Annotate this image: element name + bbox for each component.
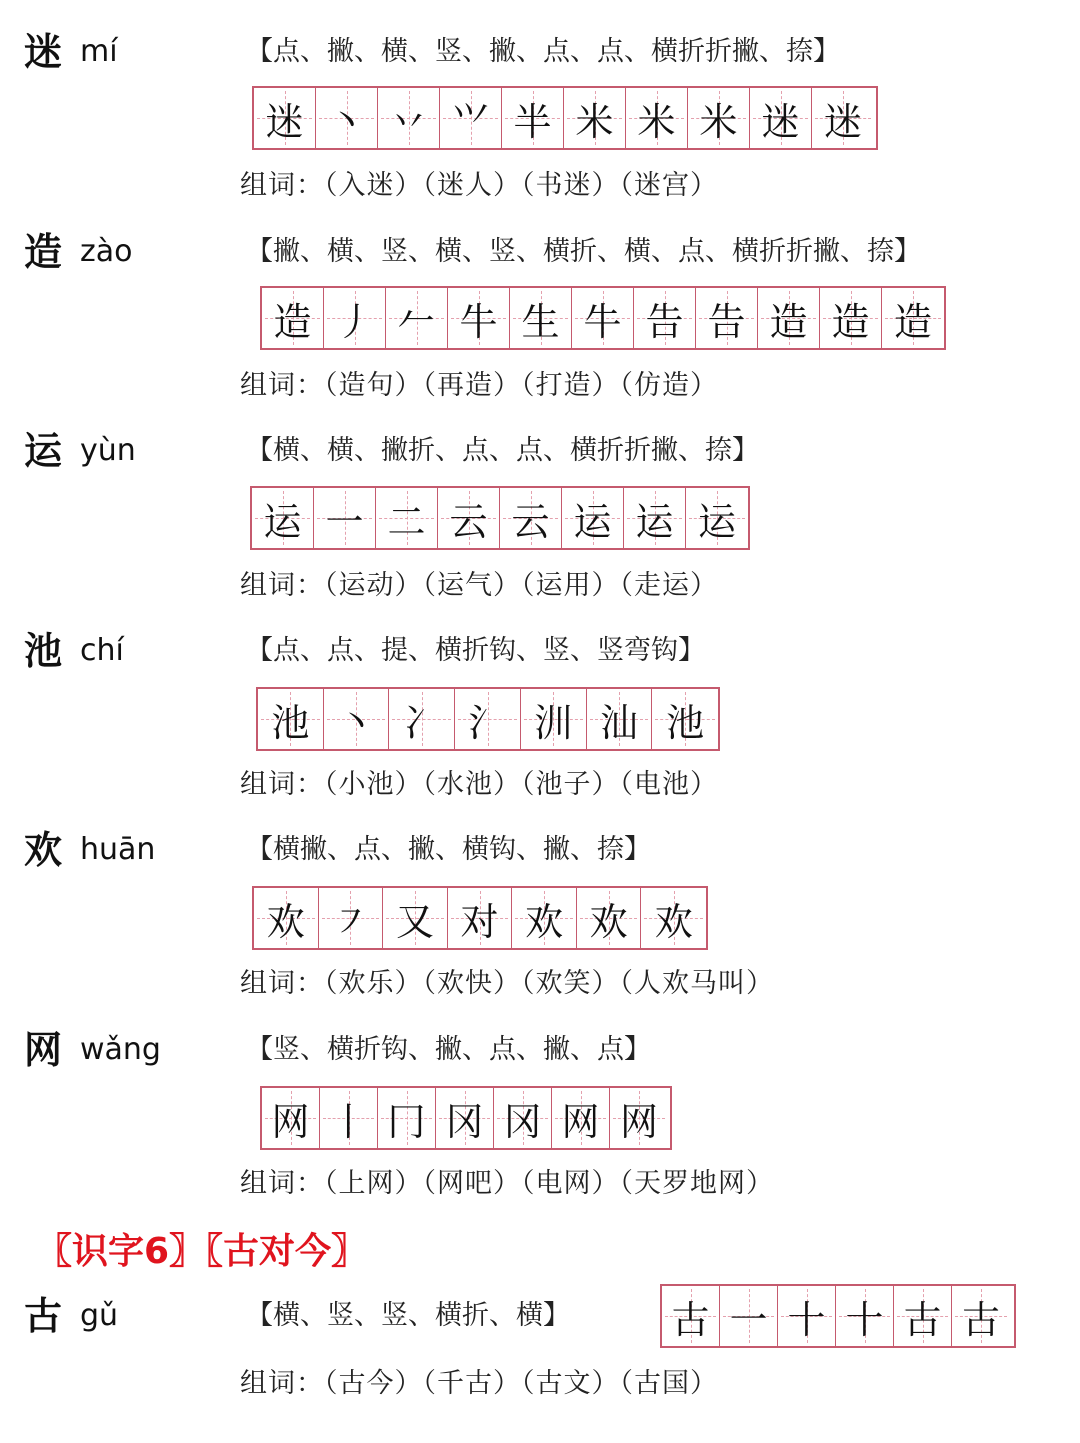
head-character: 网 xyxy=(24,1028,63,1072)
stroke-cell: 半 xyxy=(502,88,564,148)
word-examples: 组词：（小池）（水池）（池子）（电池） xyxy=(240,769,718,800)
stroke-cell: 网 xyxy=(610,1088,668,1148)
stroke-cell: 丶 xyxy=(316,88,378,148)
stroke-cell: 运 xyxy=(562,488,624,548)
stroke-cell: 告 xyxy=(696,288,758,348)
stroke-cell: 迷 xyxy=(750,88,812,148)
stroke-cell: 冫 xyxy=(389,689,455,749)
pinyin: mí xyxy=(80,34,118,69)
stroke-grid xyxy=(256,687,720,751)
stroke-cell: 池 xyxy=(258,689,324,749)
stroke-cell: 冂 xyxy=(378,1088,436,1148)
stroke-cell: 二 xyxy=(376,488,438,548)
word-examples: 组词：（上网）（网吧）（电网）（天罗地网） xyxy=(240,1168,774,1199)
pinyin: gǔ xyxy=(80,1298,119,1333)
stroke-cell: 生 xyxy=(510,288,572,348)
stroke-cell: 造 xyxy=(262,288,324,348)
stroke-cell: 网 xyxy=(552,1088,610,1148)
stroke-cell: 氵 xyxy=(455,689,521,749)
stroke-cell: 丨 xyxy=(320,1088,378,1148)
stroke-cell: 古 xyxy=(894,1286,952,1346)
stroke-grid xyxy=(260,1086,672,1150)
stroke-grid xyxy=(260,286,946,350)
stroke-cell: 池 xyxy=(652,689,718,749)
pinyin: yùn xyxy=(80,433,136,468)
word-examples: 组词：（造句）（再造）（打造）（仿造） xyxy=(240,370,718,401)
stroke-cell: 造 xyxy=(758,288,820,348)
stroke-cell: 云 xyxy=(438,488,500,548)
stroke-cell: 告 xyxy=(634,288,696,348)
head-character: 池 xyxy=(24,629,63,673)
stroke-cell: 云 xyxy=(500,488,562,548)
stroke-cell: 运 xyxy=(686,488,748,548)
stroke-cell: 古 xyxy=(952,1286,1010,1346)
stroke-cell: 丷 xyxy=(378,88,440,148)
pinyin: wǎng xyxy=(80,1032,161,1067)
stroke-cell: 米 xyxy=(688,88,750,148)
stroke-grid xyxy=(252,86,878,150)
stroke-cell: 牛 xyxy=(448,288,510,348)
pinyin: chí xyxy=(80,633,124,668)
stroke-cell: 运 xyxy=(252,488,314,548)
stroke-order-text: 【撇、横、竖、横、竖、横折、横、点、横折折撇、捺】 xyxy=(246,236,921,267)
head-character: 迷 xyxy=(24,30,63,74)
stroke-cell: 丿 xyxy=(324,288,386,348)
stroke-cell: 迷 xyxy=(254,88,316,148)
stroke-cell: 古 xyxy=(662,1286,720,1346)
stroke-cell: 十 xyxy=(836,1286,894,1346)
stroke-cell: 一 xyxy=(314,488,376,548)
word-examples: 组词：（入迷）（迷人）（书迷）（迷宫） xyxy=(240,170,718,201)
head-character: 欢 xyxy=(24,828,63,872)
stroke-order-text: 【点、撇、横、竖、撇、点、点、横折折撇、捺】 xyxy=(246,36,840,67)
stroke-order-text: 【横、竖、竖、横折、横】 xyxy=(246,1300,570,1331)
stroke-cell: 造 xyxy=(882,288,944,348)
stroke-cell: 一 xyxy=(720,1286,778,1346)
stroke-cell: 又 xyxy=(383,888,448,948)
stroke-cell: 网 xyxy=(262,1088,320,1148)
stroke-cell: 造 xyxy=(820,288,882,348)
stroke-grid xyxy=(252,886,708,950)
pinyin: zào xyxy=(80,234,133,269)
stroke-cell: 𠂉 xyxy=(386,288,448,348)
stroke-cell: 冈 xyxy=(494,1088,552,1148)
stroke-cell: 汌 xyxy=(521,689,587,749)
stroke-cell: 欢 xyxy=(512,888,577,948)
stroke-cell: 米 xyxy=(564,88,626,148)
stroke-cell: 牛 xyxy=(572,288,634,348)
stroke-cell: ⺍ xyxy=(440,88,502,148)
word-examples: 组词：（欢乐）（欢快）（欢笑）（人欢马叫） xyxy=(240,968,774,999)
stroke-cell: 丶 xyxy=(324,689,390,749)
stroke-order-text: 【横撇、点、撇、横钩、撇、捺】 xyxy=(246,834,651,865)
stroke-order-text: 【点、点、提、横折钩、竖、竖弯钩】 xyxy=(246,635,705,666)
head-character: 古 xyxy=(24,1294,63,1338)
stroke-cell: 欢 xyxy=(254,888,319,948)
stroke-cell: 欢 xyxy=(641,888,706,948)
word-examples: 组词：（运动）（运气）（运用）（走运） xyxy=(240,570,718,601)
stroke-order-text: 【竖、横折钩、撇、点、撇、点】 xyxy=(246,1034,651,1065)
head-character: 运 xyxy=(24,429,63,473)
word-examples: 组词：（古今）（千古）（古文）（古国） xyxy=(240,1368,718,1399)
stroke-cell: ㇇ xyxy=(319,888,384,948)
stroke-cell: 对 xyxy=(448,888,513,948)
stroke-cell: 欢 xyxy=(577,888,642,948)
stroke-grid xyxy=(250,486,750,550)
stroke-cell: 十 xyxy=(778,1286,836,1346)
stroke-cell: 米 xyxy=(626,88,688,148)
stroke-cell: 运 xyxy=(624,488,686,548)
head-character: 造 xyxy=(24,230,63,274)
stroke-cell: 汕 xyxy=(587,689,653,749)
stroke-order-text: 【横、横、撇折、点、点、横折折撇、捺】 xyxy=(246,435,759,466)
section-title: 〖识字6〗〖古对今〗 xyxy=(36,1231,368,1272)
stroke-grid xyxy=(660,1284,1016,1348)
pinyin: huān xyxy=(80,832,156,867)
stroke-cell: 冈 xyxy=(436,1088,494,1148)
stroke-cell: 迷 xyxy=(812,88,874,148)
